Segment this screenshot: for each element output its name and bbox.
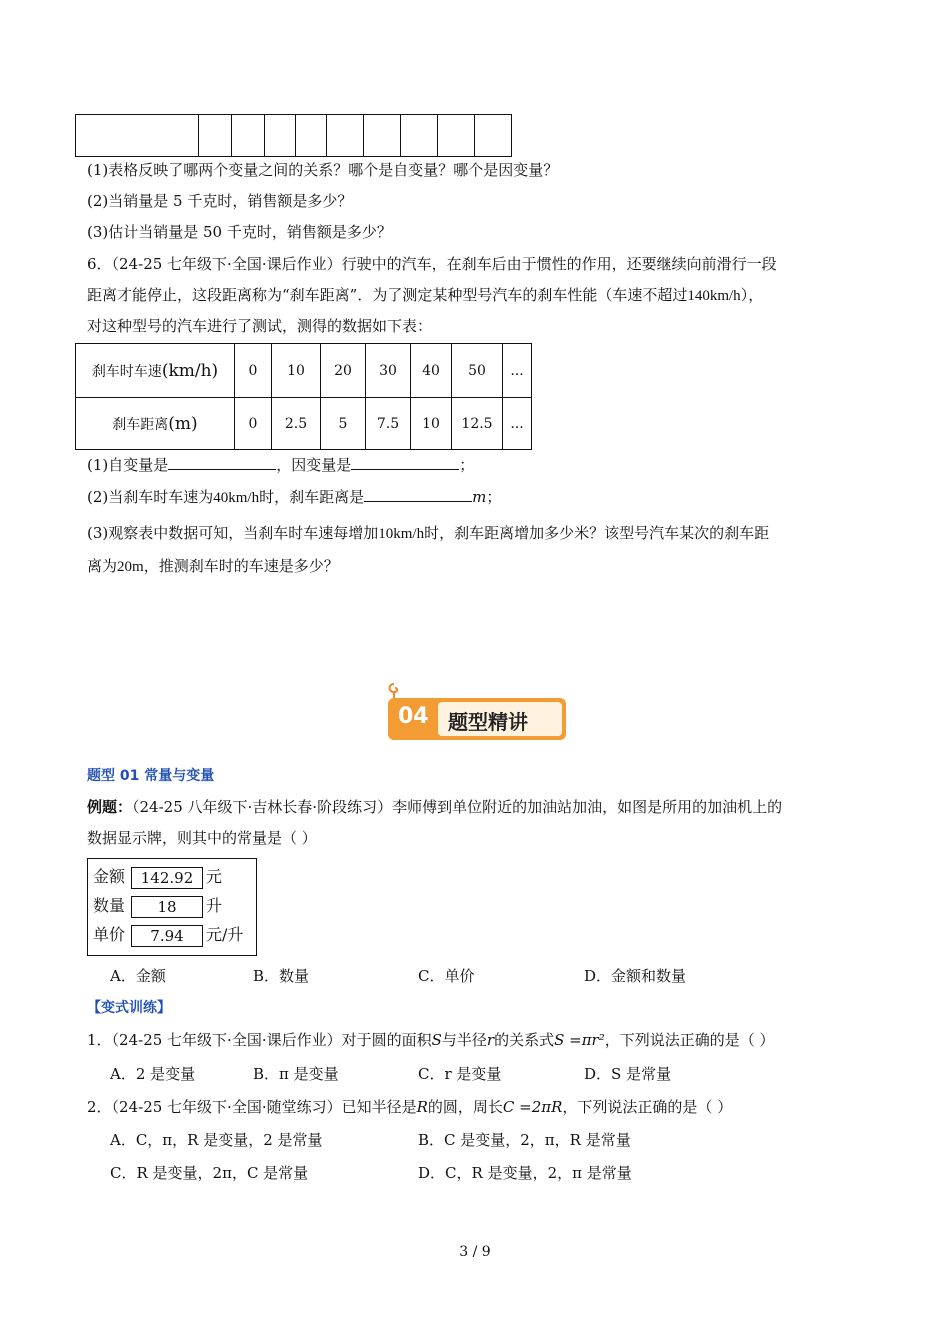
table-cell: 7.5 — [366, 398, 411, 450]
table-cell: ... — [503, 398, 532, 450]
table-cell: 10 — [411, 398, 452, 450]
q6-sub2: (2)当刹车时车速为40km/h时，刹车距离是 m； — [87, 488, 502, 506]
table-row — [76, 344, 532, 398]
table-cell: 0 — [235, 344, 272, 398]
section-banner — [386, 696, 566, 742]
meter-value: 142.92 — [131, 867, 203, 889]
q5-part3: (3)估计当销量是 50 千克时，销售额是多少？ — [87, 223, 392, 241]
top-empty-table — [75, 114, 512, 157]
q2-option-b: B．C 是变量，2，π，R 是常量 — [418, 1131, 631, 1149]
q1-option-d: D．S 是常量 — [584, 1065, 672, 1083]
row-header-speed: 刹车时车速(km/h) — [76, 344, 235, 398]
practice-q1: 1．（24-25 七年级下·全国·课后作业）对于圆的面积S与半径r的关系式S =πr²，下列说法正确的是（ ） — [87, 1031, 775, 1049]
table-cell: 20 — [321, 344, 366, 398]
practice-q2: 2．（24-25 七年级下·全国·随堂练习）已知半径是R的圆，周长C =2πR，下列说法正确的是（ ） — [87, 1098, 733, 1116]
table-cell — [327, 115, 364, 157]
meter-label: 单价 — [93, 925, 126, 944]
table-cell: 40 — [411, 344, 452, 398]
example-line1: 例题：（24-25 八年级下·吉林长春·阶段练习）李师傅到单位附近的加油站加油，如图是所用的加油机上的 — [87, 798, 783, 816]
q2-option-d: D．C，R 是变量，2，π 是常量 — [418, 1164, 632, 1182]
option-b: B．数量 — [253, 967, 310, 985]
practice-heading: 【变式训练】 — [87, 1000, 171, 1016]
table-cell — [199, 115, 232, 157]
page-number: 3 / 9 — [459, 1244, 491, 1260]
option-d: D．金额和数量 — [584, 967, 687, 985]
fuel-display-board — [87, 858, 257, 956]
meter-unit: 升 — [206, 896, 223, 915]
banner-number: 04 — [398, 704, 429, 729]
option-a: A．金额 — [110, 967, 166, 985]
table-cell: 5 — [321, 398, 366, 450]
braking-data-table — [75, 343, 532, 450]
table-cell — [265, 115, 296, 157]
table-cell: 30 — [366, 344, 411, 398]
example-line2: 数据显示牌，则其中的常量是（ ） — [87, 829, 317, 847]
q1-option-c: C．r 是变量 — [418, 1065, 502, 1083]
meter-value: 7.94 — [131, 925, 203, 947]
table-cell — [475, 115, 512, 157]
blank-line — [168, 455, 276, 470]
banner-title: 题型精讲 — [448, 710, 528, 734]
row-header-distance: 刹车距离(m) — [76, 398, 235, 450]
table-cell: ... — [503, 344, 532, 398]
table-cell — [232, 115, 265, 157]
option-c: C．单价 — [418, 967, 475, 985]
q1-option-b: B．π 是变量 — [253, 1065, 339, 1083]
blank-line — [351, 455, 459, 470]
q6-line2: 距离才能停止，这段距离称为“刹车距离”．为了测定某种型号汽车的刹车性能（车速不超过140km/h）， — [87, 286, 764, 304]
table-cell: 10 — [272, 344, 321, 398]
table-cell — [296, 115, 327, 157]
q6-line3: 对这种型号的汽车进行了测试，测得的数据如下表： — [87, 317, 433, 335]
meter-label: 金额 — [93, 867, 126, 886]
table-cell: 2.5 — [272, 398, 321, 450]
q2-option-c: C．R 是变量，2π，C 是常量 — [110, 1164, 309, 1182]
meter-unit: 元 — [206, 867, 223, 886]
table-cell: 12.5 — [452, 398, 503, 450]
meter-label: 数量 — [93, 896, 126, 915]
q5-part2: (2)当销量是 5 千克时，销售额是多少？ — [87, 192, 353, 210]
q5-part1: (1)表格反映了哪两个变量之间的关系？哪个是自变量？哪个是因变量？ — [87, 161, 559, 179]
table-cell: 50 — [452, 344, 503, 398]
q6-sub1: (1)自变量是 ，因变量是 ； — [87, 456, 475, 474]
meter-value: 18 — [131, 896, 203, 918]
q1-option-a: A．2 是变量 — [110, 1065, 196, 1083]
meter-unit: 元/升 — [206, 925, 244, 944]
q6-line1: 6．（24-25 七年级下·全国·课后作业）行驶中的汽车，在刹车后由于惯性的作用，还要继续向前滑行一段 — [87, 255, 777, 273]
q6-sub3: (3)观察表中数据可知，当刹车时车速每增加10km/h时，刹车距离增加多少米？该型号汽车某次的刹车距 — [87, 524, 770, 542]
blank-line — [364, 487, 472, 502]
section-heading: 题型 01 常量与变量 — [87, 768, 215, 784]
table-cell: 0 — [235, 398, 272, 450]
q2-option-a: A．C，π，R 是变量，2 是常量 — [110, 1131, 323, 1149]
table-cell — [364, 115, 401, 157]
table-row — [76, 398, 532, 450]
q6-sub3-cont: 离为20m，推测刹车时的车速是多少？ — [87, 557, 339, 575]
table-cell — [76, 115, 199, 157]
table-cell — [438, 115, 475, 157]
table-cell — [401, 115, 438, 157]
